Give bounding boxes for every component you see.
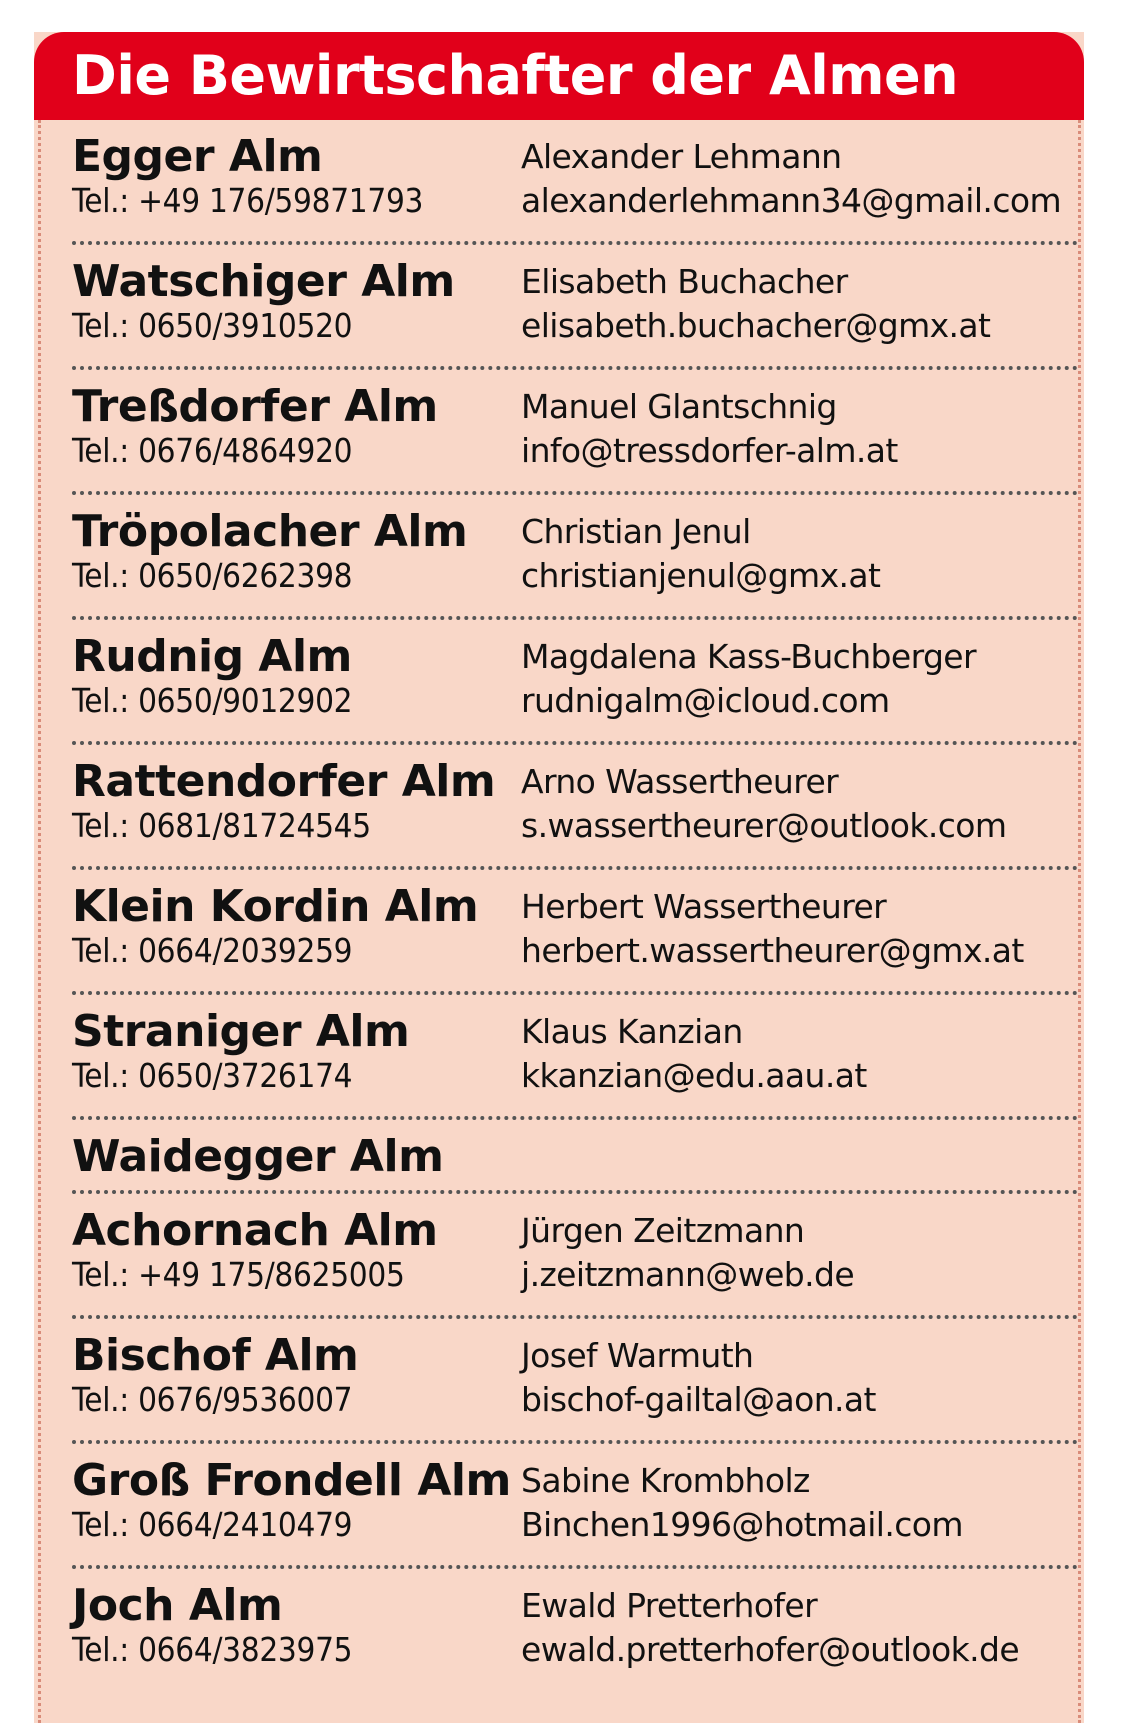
alm-email: j.zeitzmann@web.de bbox=[521, 1255, 855, 1294]
alm-manager: Manuel Glantschnig bbox=[521, 387, 837, 426]
alm-entry-egger bbox=[34, 120, 1084, 245]
alm-name: Egger Alm bbox=[72, 131, 323, 182]
alm-phone: Tel.: 0664/3823975 bbox=[72, 1630, 353, 1669]
alm-email: Binchen1996@hotmail.com bbox=[521, 1505, 963, 1544]
page-title: Die Bewirtschafter der Almen bbox=[72, 44, 959, 107]
alm-entry-gross-frondell bbox=[34, 1444, 1084, 1569]
alm-manager: Klaus Kanzian bbox=[521, 1012, 743, 1051]
alm-entry-bischof bbox=[34, 1319, 1084, 1444]
alm-phone: Tel.: 0664/2039259 bbox=[72, 931, 353, 970]
alm-entry-tressdorfer bbox=[34, 370, 1084, 495]
alm-name: Watschiger Alm bbox=[72, 256, 455, 307]
alm-name: Waidegger Alm bbox=[72, 1131, 444, 1182]
alm-phone: Tel.: 0650/3910520 bbox=[72, 306, 353, 345]
alm-phone: Tel.: 0650/6262398 bbox=[72, 556, 353, 595]
alm-email: s.wassertheurer@outlook.com bbox=[521, 806, 1007, 845]
alm-email: christianjenul@gmx.at bbox=[521, 556, 881, 595]
alm-manager: Sabine Krombholz bbox=[521, 1461, 810, 1500]
alm-entry-rudnig bbox=[34, 620, 1084, 745]
alm-manager: Alexander Lehmann bbox=[521, 137, 842, 176]
alm-manager: Ewald Pretterhofer bbox=[521, 1586, 818, 1625]
alm-manager: Arno Wassertheurer bbox=[521, 762, 839, 801]
alm-phone: Tel.: +49 176/59871793 bbox=[72, 181, 424, 220]
alm-entry-troepolacher bbox=[34, 495, 1084, 620]
alm-entry-joch bbox=[34, 1569, 1084, 1694]
alm-list bbox=[34, 120, 1084, 1694]
alm-entry-watschiger bbox=[34, 245, 1084, 370]
alm-phone: Tel.: 0650/3726174 bbox=[72, 1056, 353, 1095]
alm-name: Rudnig Alm bbox=[72, 631, 352, 682]
alm-email: alexanderlehmann34@gmail.com bbox=[521, 181, 1061, 220]
alm-email: elisabeth.buchacher@gmx.at bbox=[521, 306, 991, 345]
alm-name: Joch Alm bbox=[72, 1580, 283, 1631]
alm-email: rudnigalm@icloud.com bbox=[521, 681, 890, 720]
alm-name: Klein Kordin Alm bbox=[72, 881, 479, 932]
alm-name: Achornach Alm bbox=[72, 1205, 438, 1256]
alm-phone: Tel.: 0650/9012902 bbox=[72, 681, 353, 720]
alm-manager: Elisabeth Buchacher bbox=[521, 262, 848, 301]
alm-entry-straniger bbox=[34, 995, 1084, 1120]
alm-email: ewald.pretterhofer@outlook.de bbox=[521, 1630, 1020, 1669]
alm-manager: Christian Jenul bbox=[521, 512, 751, 551]
header-banner bbox=[34, 32, 1084, 120]
alm-phone: Tel.: 0664/2410479 bbox=[72, 1505, 353, 1544]
alm-entry-waidegger bbox=[34, 1120, 1084, 1194]
alm-phone: Tel.: 0676/9536007 bbox=[72, 1380, 353, 1419]
alm-manager: Jürgen Zeitzmann bbox=[521, 1211, 805, 1250]
alm-entry-rattendorfer bbox=[34, 745, 1084, 870]
alm-phone: Tel.: 0681/81724545 bbox=[72, 806, 371, 845]
alm-email: kkanzian@edu.aau.at bbox=[521, 1056, 867, 1095]
alm-name: Rattendorfer Alm bbox=[72, 756, 496, 807]
alm-phone: Tel.: +49 175/8625005 bbox=[72, 1255, 405, 1294]
alm-email: info@tressdorfer-alm.at bbox=[521, 431, 898, 470]
alm-name: Groß Frondell Alm bbox=[72, 1455, 511, 1506]
alm-name: Tröpolacher Alm bbox=[72, 506, 468, 557]
alm-email: bischof-gailtal@aon.at bbox=[521, 1380, 876, 1419]
alm-entry-klein-kordin bbox=[34, 870, 1084, 995]
alm-name: Bischof Alm bbox=[72, 1330, 359, 1381]
alm-email: herbert.wassertheurer@gmx.at bbox=[521, 931, 1024, 970]
alm-phone: Tel.: 0676/4864920 bbox=[72, 431, 353, 470]
alm-manager: Magdalena Kass-Buchberger bbox=[521, 637, 976, 676]
alm-manager: Josef Warmuth bbox=[521, 1336, 754, 1375]
alm-name: Treßdorfer Alm bbox=[72, 381, 438, 432]
alm-entry-achornach bbox=[34, 1194, 1084, 1319]
alm-manager: Herbert Wassertheurer bbox=[521, 887, 887, 926]
alm-name: Straniger Alm bbox=[72, 1006, 410, 1057]
